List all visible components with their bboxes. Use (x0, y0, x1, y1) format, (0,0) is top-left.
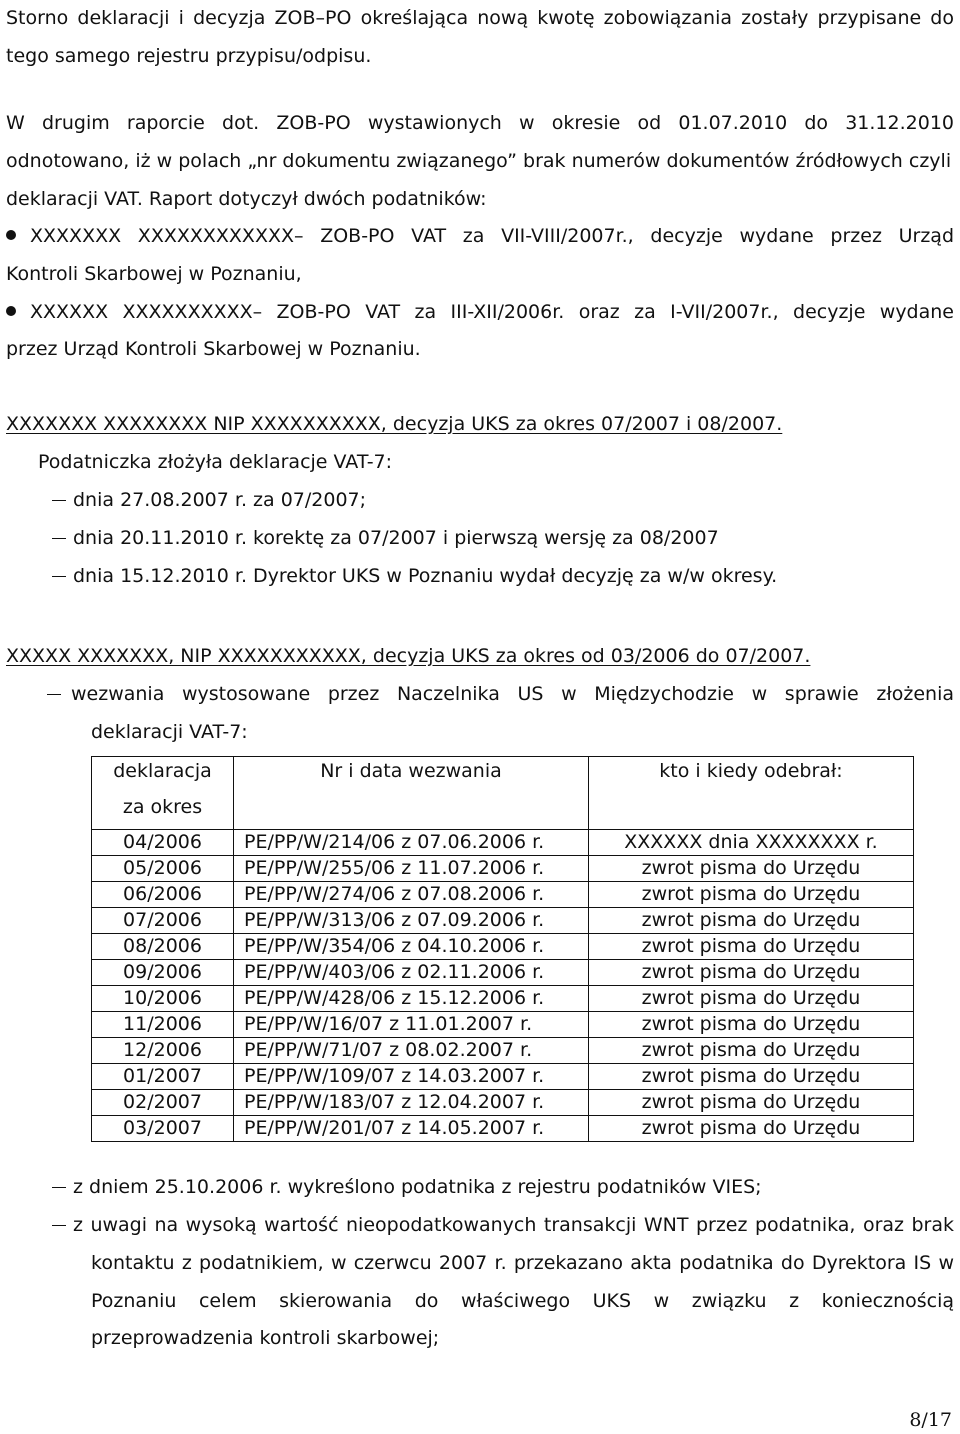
cell-received: zwrot pisma do Urzędu (589, 1090, 914, 1116)
dash-icon (52, 1225, 66, 1226)
table-row (92, 882, 914, 908)
bullet-1-line-2: Kontroli Skarbowej w Poznaniu, (6, 263, 302, 285)
cell-received: zwrot pisma do Urzędu (589, 934, 914, 960)
cell-period: 03/2007 (92, 1116, 234, 1142)
table-row (92, 1116, 914, 1142)
cell-period: 04/2006 (92, 830, 234, 856)
case1-item-3: dnia 15.12.2010 r. Dyrektor UKS w Poznaniu wydał decyzję za w/w okresy. (73, 565, 778, 587)
dash-icon (47, 694, 61, 695)
cell-received: zwrot pisma do Urzędu (589, 1012, 914, 1038)
case1-item-1: dnia 27.08.2007 r. za 07/2007; (73, 489, 367, 511)
case1-item-2: dnia 20.11.2010 r. korektę za 07/2007 i pierwszą wersję za 08/2007 (73, 527, 719, 549)
dash-icon (52, 1187, 66, 1188)
table-row (92, 1090, 914, 1116)
bullet-icon (6, 230, 16, 240)
cell-received: zwrot pisma do Urzędu (589, 1038, 914, 1064)
cell-received: zwrot pisma do Urzędu (589, 960, 914, 986)
case1-subheading: Podatniczka złożyła deklaracje VAT-7: (38, 451, 393, 473)
bullet-item-2 (6, 300, 954, 324)
cell-received: XXXXXX dnia XXXXXXXX r. (589, 830, 914, 856)
cell-received: zwrot pisma do Urzędu (589, 908, 914, 934)
report-line-2: odnotowano, iż w polach „nr dokumentu związanego” brak numerów dokumentów źródłowych czyli (6, 150, 952, 172)
after-item-2-line-3: Poznaniu celem skierowania do właściwego UKS w związku z koniecznością (91, 1290, 954, 1312)
after-item-2-line-2: kontaktu z podatnikiem, w czerwcu 2007 r. przekazano akta podatnika do Dyrektora IS w (91, 1252, 954, 1274)
bullet-2-line-2: przez Urząd Kontroli Skarbowej w Poznaniu. (6, 338, 421, 360)
table-header-row (92, 757, 914, 830)
bullet-1-text: XXXXXXX XXXXXXXXXXXX– ZOB-PO VAT za VII-VIII/2007r., decyzje wydane przez Urząd (30, 225, 954, 247)
after-item-2-line-1: z uwagi na wysoką wartość nieopodatkowanych transakcji WNT przez podatnika, oraz brak (73, 1214, 954, 1236)
case1-heading: XXXXXXX XXXXXXXX NIP XXXXXXXXXX, decyzja UKS za okres 07/2007 i 08/2007. (6, 413, 783, 435)
cell-period: 01/2007 (92, 1064, 234, 1090)
header-received-label: kto i kiedy odebrał: (659, 760, 843, 782)
cell-summons: PE/PP/W/109/07 z 14.03.2007 r. (234, 1064, 589, 1090)
cell-received: zwrot pisma do Urzędu (589, 1116, 914, 1142)
case2-heading: XXXXX XXXXXXX, NIP XXXXXXXXXXX, decyzja UKS za okres od 03/2006 do 07/2007. (6, 645, 811, 667)
table-row (92, 1012, 914, 1038)
cell-received: zwrot pisma do Urzędu (589, 882, 914, 908)
table-row (92, 856, 914, 882)
cell-period: 09/2006 (92, 960, 234, 986)
report-line-1: W drugim raporcie dot. ZOB-PO wystawionych w okresie od 01.07.2010 do 31.12.2010 (6, 112, 954, 134)
table-row (92, 986, 914, 1012)
after-item-1: z dniem 25.10.2006 r. wykreślono podatnika z rejestru podatników VIES; (73, 1176, 762, 1198)
cell-period: 12/2006 (92, 1038, 234, 1064)
dash-icon (52, 576, 66, 577)
cell-summons: PE/PP/W/201/07 z 14.05.2007 r. (234, 1116, 589, 1142)
after-item-2-line-4: przeprowadzenia kontroli skarbowej; (91, 1327, 440, 1349)
case2-dash-line-1: wezwania wystosowane przez Naczelnika US w Międzychodzie w sprawie złożenia (71, 683, 954, 705)
table-row (92, 960, 914, 986)
cell-summons: PE/PP/W/403/06 z 02.11.2006 r. (234, 960, 589, 986)
cell-period: 08/2006 (92, 934, 234, 960)
cell-received: zwrot pisma do Urzędu (589, 1064, 914, 1090)
case2-dash-line-2: deklaracji VAT-7: (91, 721, 248, 743)
bullet-2-text: XXXXXX XXXXXXXXXX– ZOB-PO VAT za III-XII/2006r. oraz za I-VII/2007r., decyzje wydane (30, 301, 954, 323)
cell-summons: PE/PP/W/214/06 z 07.06.2006 r. (234, 830, 589, 856)
cell-summons: PE/PP/W/274/06 z 07.08.2006 r. (234, 882, 589, 908)
cell-summons: PE/PP/W/255/06 z 11.07.2006 r. (234, 856, 589, 882)
header-cell-received (589, 757, 914, 830)
summons-table (91, 756, 914, 1142)
dash-icon (52, 538, 66, 539)
cell-summons: PE/PP/W/16/07 z 11.01.2007 r. (234, 1012, 589, 1038)
cell-period: 07/2006 (92, 908, 234, 934)
table-row (92, 830, 914, 856)
cell-summons: PE/PP/W/183/07 z 12.04.2007 r. (234, 1090, 589, 1116)
cell-received: zwrot pisma do Urzędu (589, 986, 914, 1012)
table-row (92, 934, 914, 960)
bullet-item-1 (6, 224, 954, 248)
cell-summons: PE/PP/W/71/07 z 08.02.2007 r. (234, 1038, 589, 1064)
cell-summons: PE/PP/W/428/06 z 15.12.2006 r. (234, 986, 589, 1012)
table-row (92, 908, 914, 934)
cell-period: 02/2007 (92, 1090, 234, 1116)
report-line-3: deklaracji VAT. Raport dotyczył dwóch podatników: (6, 188, 487, 210)
cell-received: zwrot pisma do Urzędu (589, 856, 914, 882)
cell-period: 06/2006 (92, 882, 234, 908)
header-period-line-2: za okres (122, 796, 203, 818)
header-cell-summons (234, 757, 589, 830)
header-cell-period (92, 757, 234, 830)
page-number: 8/17 (909, 1409, 952, 1431)
intro-line-2: tego samego rejestru przypisu/odpisu. (6, 45, 372, 67)
cell-summons: PE/PP/W/313/06 z 07.09.2006 r. (234, 908, 589, 934)
header-period-line-1: deklaracja (113, 760, 212, 782)
cell-period: 11/2006 (92, 1012, 234, 1038)
bullet-icon (6, 306, 16, 316)
cell-summons: PE/PP/W/354/06 z 04.10.2006 r. (234, 934, 589, 960)
header-summons-label: Nr i data wezwania (320, 760, 502, 782)
cell-period: 10/2006 (92, 986, 234, 1012)
dash-icon (52, 500, 66, 501)
intro-line-1: Storno deklaracji i decyzja ZOB–PO określająca nową kwotę zobowiązania zostały przypisane do (6, 7, 954, 29)
cell-period: 05/2006 (92, 856, 234, 882)
table-row (92, 1038, 914, 1064)
table-row (92, 1064, 914, 1090)
